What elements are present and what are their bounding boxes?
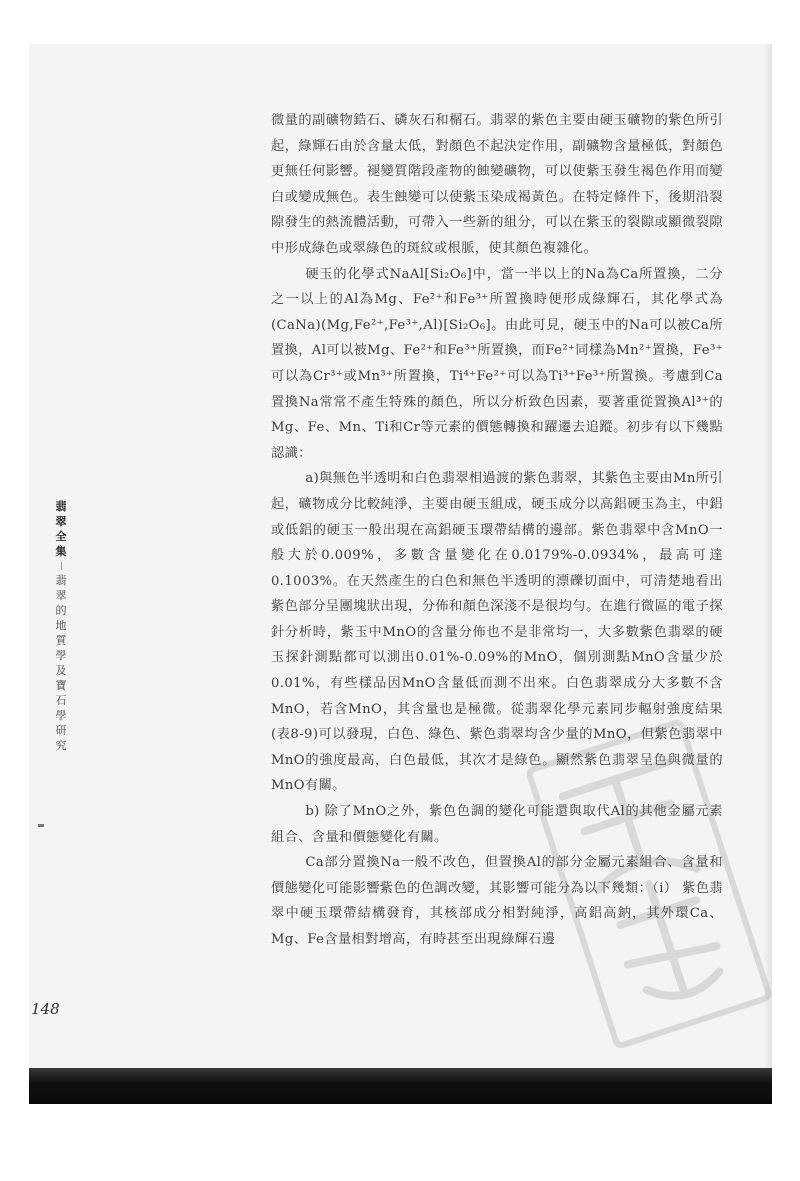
seal-watermark: [522, 715, 772, 1053]
paragraph: Ca部分置換Na一般不改色，但置換Al的部分金屬元素組合、含量和價態變化可能影響紫色的色調改變，其影響可能分為以下幾類：（i） 紫色翡翠中硬玉環帶結構發育，其核部成分相對純淨，高鋁高鈉，其外環Ca、Mg、Fe含量相對增高，有時甚至出現綠輝石邊: [271, 855, 723, 947]
paragraph: b) 除了MnO之外，紫色色調的變化可能還與取代Al的其他金屬元素組合、含量和價態變化有關。: [271, 804, 723, 845]
scanned-page: [29, 44, 772, 1104]
side-divider: [61, 562, 62, 570]
paragraph: 硬玉的化學式NaAl[Si₂O₆]中，當一半以上的Na為Ca所置換，二分之一以上的Al為Mg、Fe²⁺和Fe³⁺所置換時便形成綠輝石，其化學式為(CaNa)(Mg,Fe²⁺,Fe³⁺,Al)[Si₂O₆]。由此可見，硬玉中的Na可以被Ca所置換，Al可以被Mg、Fe²⁺和Fe³⁺所置換，而Fe²⁺同樣為Mn²⁺置換，Fe³⁺可以為Cr³⁺或Mn³⁺所置換，Ti⁴⁺Fe²⁺可以為Ti³⁺Fe³⁺所置換。考慮到Ca置換Na常常不產生特殊的顏色，所以分析致色因素，要著重從置換Al³⁺的Mg、Fe、Mn、Ti和Cr等元素的價態轉換和躍遷去追蹤。初步有以下幾點認識：: [271, 266, 723, 461]
paragraph: 微量的副礦物鋯石、磷灰石和榍石。翡翠的紫色主要由硬玉礦物的紫色所引起，綠輝石由於含量太低，對顏色不起決定作用，副礦物含量極低，對顏色更無任何影響。褪變質階段產物的蝕變礦物，可以使紫玉發生褐色作用而變白或變成無色。表生蝕變可以使紫玉染成褐黃色。在特定條件下，後期沿裂隙發生的熱流體活動，可帶入一些新的組分，可以在紫玉的裂隙或顯微裂隙中形成綠色或翠綠色的斑紋或根脈，使其顏色複雜化。: [271, 113, 723, 256]
scan-edge-shadow: [764, 44, 772, 1068]
scan-bottom-border: [29, 1068, 772, 1104]
page-number: 148: [31, 1000, 60, 1018]
margin-mark: [38, 824, 44, 827]
side-running-header: [53, 499, 69, 753]
paragraph: a)與無色半透明和白色翡翠相過渡的紫色翡翠，其紫色主要由Mn所引起，礦物成分比較純淨，主要由硬玉組成，硬玉成分以高鋁硬玉為主，中鋁或低鋁的硬玉一般出現在高鋁硬玉環帶結構的邊部。紫色翡翠中含MnO一般大於0.009%，多數含量變化在0.0179%-0.0934%，最高可達0.1003%。在天然產生的白色和無色半透明的漂礫切面中，可清楚地看出紫色部分呈團塊狀出現，分佈和顏色深淺不是很均勻。在進行微區的電子探針分析時，紫玉中MnO的含量分佈也不是非常均一，大多數紫色翡翠的硬玉探針測點都可以測出0.01%-0.09%的MnO，個別測點MnO含量少於0.01%，有些樣品因MnO含量低而測不出來。白色翡翠成分大多數不含MnO，若含MnO，其含量也是極微。從翡翠化學元素同步輻射強度結果(表8-9)可以發現，白色、綠色、紫色翡翠均含少量的MnO，但紫色翡翠中MnO的強度最高，白色最低，其次才是綠色。顯然紫色翡翠呈色與微量的MnO有關。: [271, 471, 723, 794]
side-book-title: 翡翠全集: [55, 500, 67, 558]
side-chapter-title: 翡翠的地質學及寶石學研究: [55, 574, 67, 752]
